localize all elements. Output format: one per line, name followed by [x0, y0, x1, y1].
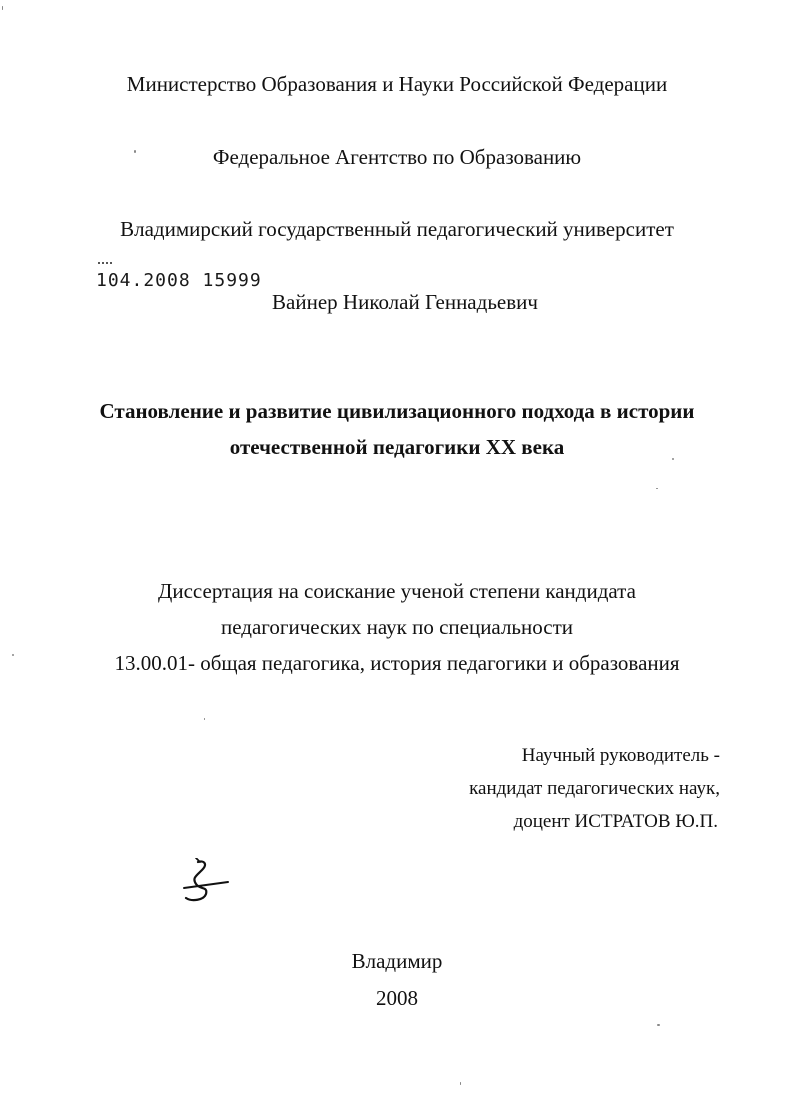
university-line: Владимирский государственный педагогический университет: [120, 217, 674, 241]
scan-speck: [460, 1082, 461, 1085]
registration-stamp: 104.2008 15999: [96, 270, 262, 291]
dissertation-title-line-2: отечественной педагогики XX века: [229, 435, 565, 459]
degree-line-2: педагогических наук по специальности: [221, 615, 573, 639]
year: 2008: [376, 986, 418, 1010]
author-name: Вайнер Николай Геннадьевич: [272, 290, 538, 314]
supervisor-degree: кандидат педагогических наук,: [469, 778, 720, 799]
scan-speck: [656, 488, 658, 489]
stamp-marks: [98, 262, 112, 268]
scan-speck: [2, 6, 3, 10]
scan-speck: [672, 458, 674, 460]
degree-line-1: Диссертация на соискание ученой степени кандидата: [158, 579, 636, 603]
scan-speck: [657, 1024, 660, 1026]
scan-speck: [134, 150, 136, 153]
signature-mark: [178, 858, 234, 904]
dissertation-title-line-1: Становление и развитие цивилизационного подхода в истории: [99, 399, 695, 423]
agency-line: Федеральное Агентство по Образованию: [212, 145, 582, 169]
supervisor-name: доцент ИСТРАТОВ Ю.П.: [513, 811, 718, 832]
city: Владимир: [351, 949, 443, 973]
supervisor-role: Научный руководитель -: [521, 745, 720, 766]
scan-speck: [12, 654, 14, 656]
specialty-line: 13.00.01- общая педагогика, история педагогики и образования: [114, 651, 680, 675]
scan-speck: [204, 718, 205, 720]
ministry-line: Министерство Образования и Науки Российской Федерации: [126, 72, 668, 96]
